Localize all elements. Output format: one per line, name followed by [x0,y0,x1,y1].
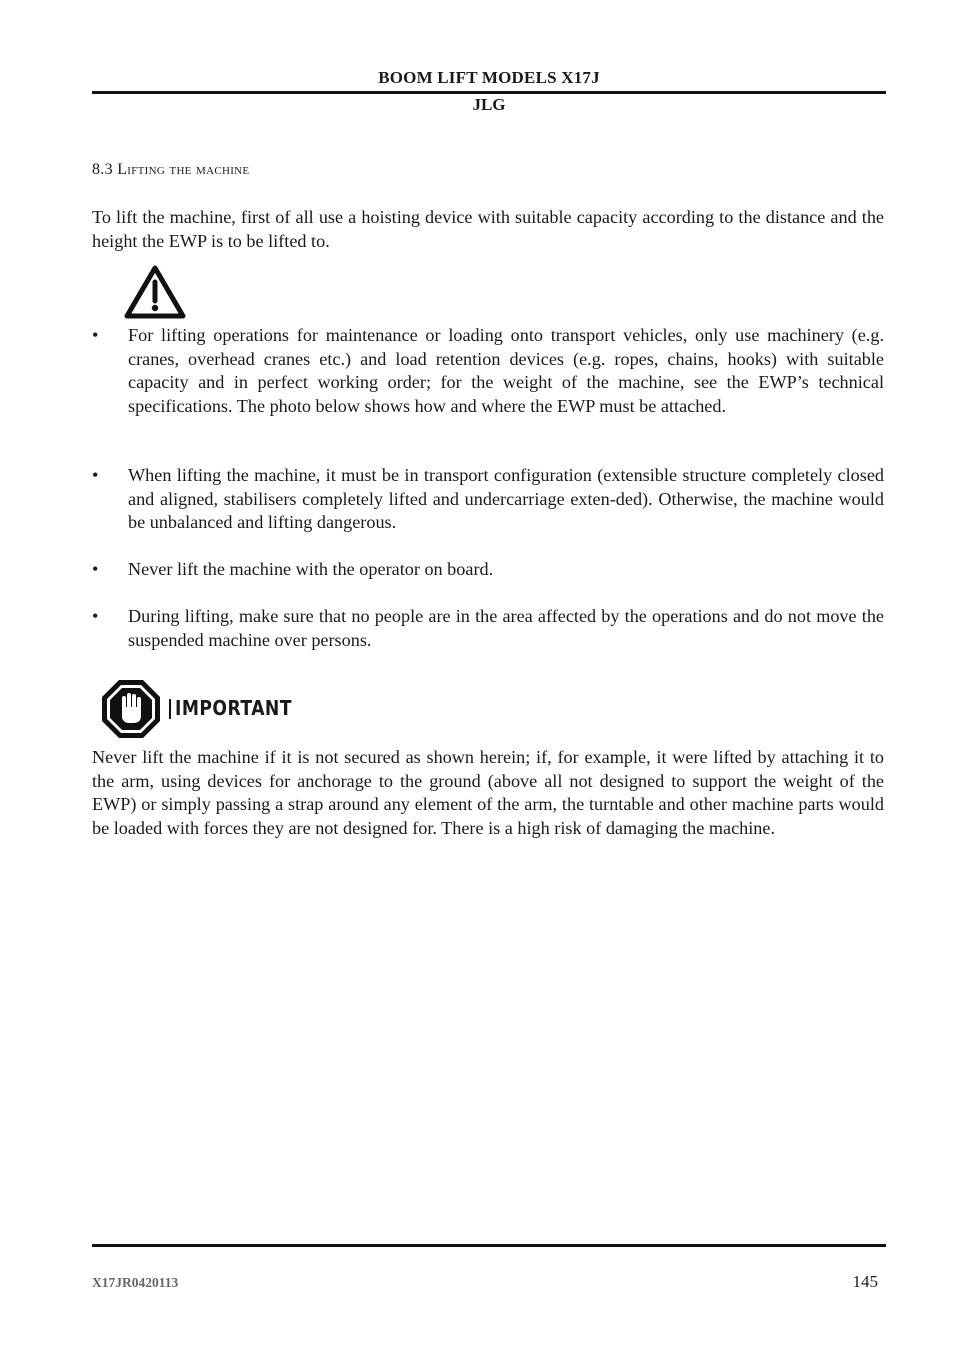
page-number: 145 [852,1272,878,1291]
bullet-symbol: • [92,325,99,345]
bullet-symbol: • [92,465,99,485]
bullet-symbol: • [92,559,99,579]
warning-bullet-item [92,558,884,582]
stop-hand-icon [100,678,162,740]
header-subtitle: JLG [472,95,506,114]
warning-bullet-text: During lifting, make sure that no people are in the area affected by the operations and do not move the suspended machine over persons. [128,606,884,650]
warning-bullet-item [92,324,884,418]
intro-paragraph: To lift the machine, first of all use a hoisting device with suitable capacity according to the distance and the height the EWP is to be lifted to. [92,207,884,251]
important-divider [169,699,171,719]
warning-bullet-text: When lifting the machine, it must be in transport configuration (extensible structure completely closed and aligned, stabilisers completely lifted and undercarriage exten-ded). Otherwise, the machine would be unbalanced and lifting dangerous. [128,465,884,532]
warning-bullet-item [92,605,884,652]
important-paragraph: Never lift the machine if it is not secured as shown herein; if, for example, it were lifted by attaching it to the arm, using devices for anchorage to the ground (above all not designed to support the weight of the EWP) or simply passing a strap around any element of the arm, the turntable and other machine parts would be loaded with forces they are not designed for. There is a high risk of damaging the machine. [92,747,884,838]
warning-bullet-item [92,464,884,535]
bullet-symbol: • [92,606,99,626]
warning-triangle-icon [123,264,187,320]
warning-bullet-text: Never lift the machine with the operator on board. [128,559,494,579]
footer-divider [92,1244,886,1247]
header-title: BOOM LIFT MODELS X17J [378,68,600,87]
document-code: X17JR0420113 [92,1275,179,1290]
warning-bullet-text: For lifting operations for maintenance or loading onto transport vehicles, only use machinery (e.g. cranes, overhead cranes etc.) and load retention devices (e.g. ropes, chains, hooks) with suitable capacity and in perfect working order; for the weight of the machine, see the EWP’s technical specifications. The photo below shows how and where the EWP must be attached. [128,325,884,416]
important-label: IMPORTANT [175,696,292,720]
header-divider [92,91,886,94]
section-heading: 8.3 Lifting the machine [92,161,250,178]
